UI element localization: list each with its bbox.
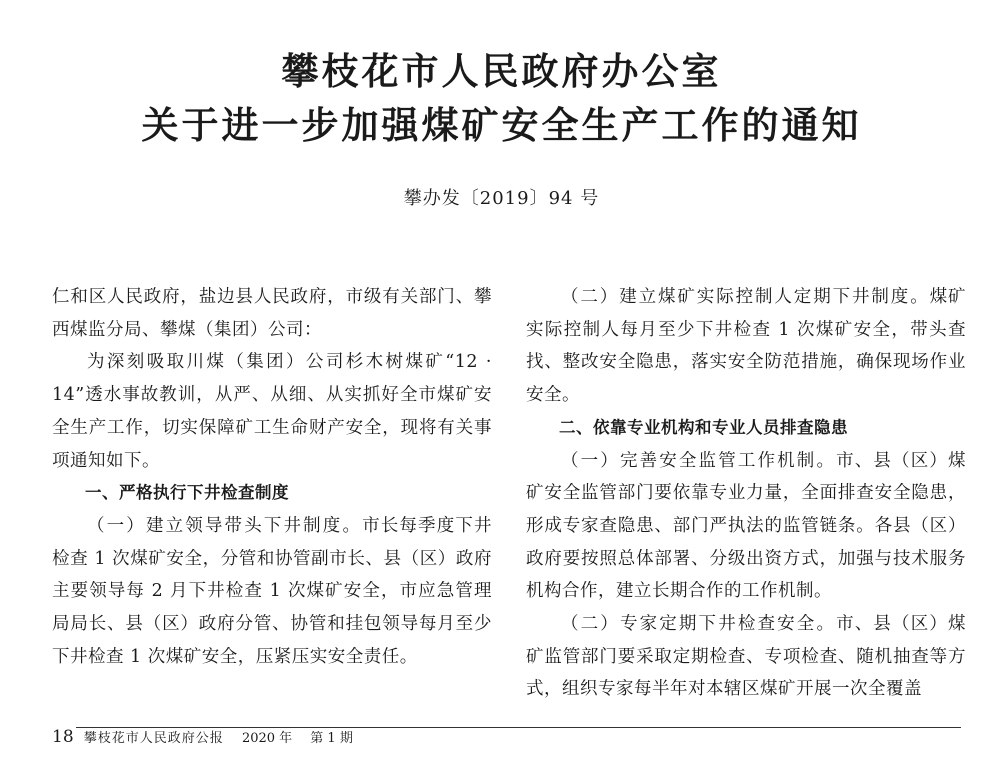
- issue-year: 2020 年: [241, 731, 293, 746]
- section-1-item-1-paragraph: [52, 510, 492, 674]
- issue-number: 第 1 期: [310, 731, 353, 746]
- page-number: 18: [52, 727, 74, 747]
- left-column: [52, 281, 492, 673]
- page-footer: [52, 728, 353, 748]
- section-2-item-1-paragraph: [526, 445, 966, 609]
- section-2-item-1-text: 市、县（区）煤矿安全监管部门要依靠专业力量，全面排查安全隐患，形成专家查隐患、部门严执法的监管链条。各县（区）政府要按照总体部署、分级出资方式，加强与技术服务机构合作，建立长期合作的工作机制。: [526, 450, 967, 602]
- section-2-item-2-paragraph: [526, 608, 966, 706]
- section-2-item-1-lead: （一）完善安全监管工作机制。: [561, 450, 837, 471]
- section-2-heading: 二、依靠专业机构和专业人员排查隐患: [559, 417, 848, 437]
- section-2-item-2-lead: （二）专家定期下井检查安全。: [561, 614, 837, 635]
- section-1-item-2-text: 煤矿实际控制人每月至少下井检查 1 次煤矿安全，带头查找、整改安全隐患，落实安全防范措施，确保现场作业安全。: [526, 287, 967, 406]
- section-1-item-1-lead: （一）建立领导带头下井制度。: [87, 515, 363, 536]
- addressee-paragraph: 仁和区人民政府，盐边县人民政府，市级有关部门、攀西煤监分局、攀煤（集团）公司：: [52, 287, 492, 340]
- section-1-heading: 一、严格执行下井检查制度: [85, 483, 289, 503]
- intro-paragraph: 为深刻吸取川煤（集团）公司杉木树煤矿“12 · 14”透水事故教训，从严、从细、从实抓好全市煤矿安全生产工作，切实保障矿工生命财产安全，现将有关事项通知如下。: [52, 352, 492, 471]
- section-1-item-2-paragraph: [526, 281, 966, 412]
- section-2-item-2-text: 市、县（区）煤矿监管部门要采取定期检查、专项检查、随机抽查等方式，组织专家每半年对本辖区煤矿开展一次全覆盖: [526, 614, 967, 700]
- document-number: 攀办发〔2019〕94 号: [403, 188, 600, 209]
- section-1-item-1-text: 市长每季度下井检查 1 次煤矿安全，分管和协管副市长、县（区）政府主要领导每 2 月下井检查 1 次煤矿安全，市应急管理局局长、县（区）政府分管、协管和挂包领导每月至少下井检查 1 次煤矿安全，压紧压实安全责任。: [52, 515, 493, 667]
- document-title-line-1: 攀枝花市人民政府办公室: [281, 50, 722, 93]
- document-title-line-2: 关于进一步加强煤矿安全生产工作的通知: [141, 104, 862, 147]
- journal-name: 攀枝花市人民政府公报: [83, 731, 224, 746]
- section-1-item-2-lead: （二）建立煤矿实际控制人定期下井制度。: [561, 287, 930, 307]
- right-column: [526, 281, 966, 706]
